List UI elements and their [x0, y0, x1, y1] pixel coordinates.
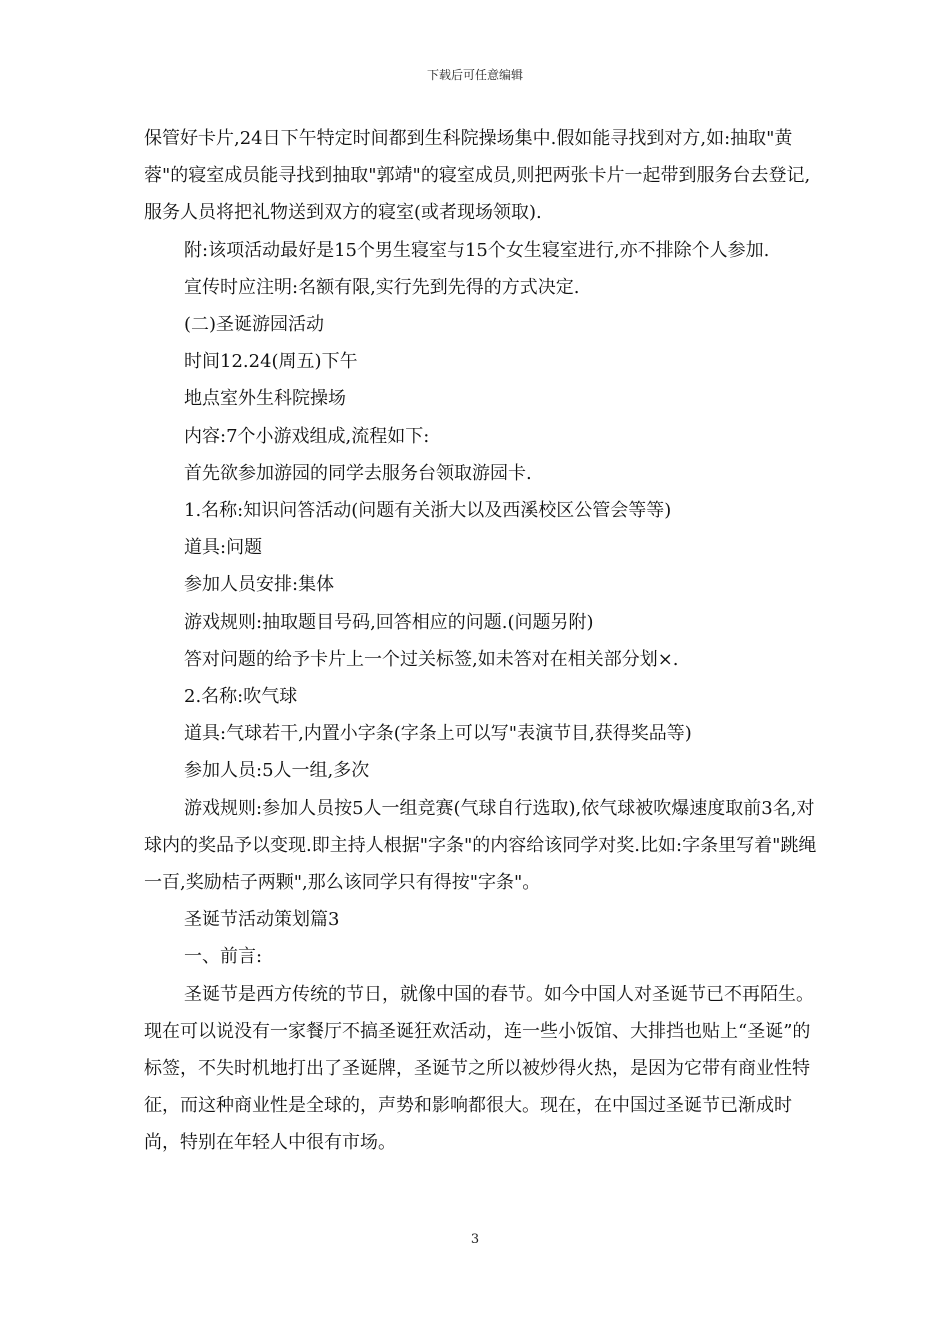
header-note: 下载后可任意编辑: [426, 68, 523, 82]
game-2-rules: 游戏规则:参加人员按5人一组竞赛(气球自行选取),依气球被吹爆速度取前3名,对球内的奖品予以变现.即主持人根据"字条"的内容给该同学对奖.比如:字条里写着"跳绳一百,奖励桔子两颗",那么该同学只有得按"字条"。: [144, 797, 817, 894]
game-2-props: 道具:气球若干,内置小字条(字条上可以写"表演节目,获得奖品等): [184, 723, 692, 745]
paragraph-content: 内容:7个小游戏组成,流程如下:: [184, 425, 430, 447]
game-1-name: 1.名称:知识问答活动(问题有关浙大以及西溪校区公管会等等): [184, 500, 672, 522]
paragraph-card-pickup: 首先欲参加游园的同学去服务台领取游园卡.: [184, 462, 532, 484]
game-1-rules: 游戏规则:抽取题目号码,回答相应的问题.(问题另附): [184, 611, 594, 633]
game-2-name: 2.名称:吹气球: [184, 686, 298, 708]
paragraph-publicity: 宣传时应注明:名额有限,实行先到先得的方式决定.: [184, 276, 580, 298]
game-2-participants: 参加人员:5人一组,多次: [184, 760, 370, 782]
paragraph-time: 时间12.24(周五)下午: [184, 351, 358, 373]
game-1-props: 道具:问题: [184, 537, 263, 559]
paragraph-location: 地点室外生科院操场: [184, 388, 346, 410]
page-number: 3: [470, 1232, 480, 1247]
game-1-participants: 参加人员安排:集体: [184, 574, 335, 596]
document-body: [144, 120, 820, 1162]
game-1-reward: 答对问题的给予卡片上一个过关标签,如未答对在相关部分划×.: [184, 648, 679, 670]
paragraph-preface: 圣诞节是西方传统的节日，就像中国的春节。如今中国人对圣诞节已不再陌生。现在可以说没有一家餐厅不搞圣诞狂欢活动，连一些小饭馆、大排挡也贴上“圣诞”的标签，不失时机地打出了圣诞牌，圣诞节之所以被炒得火热，是因为它带有商业性特征，而这种商业性是全球的，声势和影响都很大。现在，在中国过圣诞节已渐成时尚，特别在年轻人中很有市场。: [144, 983, 814, 1154]
section-heading-preface: 一、前言:: [184, 946, 263, 968]
paragraph-note-dorms: 附:该项活动最好是15个男生寝室与15个女生寝室进行,亦不排除个人参加.: [184, 239, 770, 261]
section-heading-garden-party: (二)圣诞游园活动: [184, 314, 325, 336]
paragraph-card-keeping: 保管好卡片,24日下午特定时间都到生科院操场集中.假如能寻找到对方,如:抽取"黄蓉"的寝室成员能寻找到抽取"郭靖"的寝室成员,则把两张卡片一起带到服务台去登记,服务人员将把礼物送到双方的寝室(或者现场领取).: [144, 128, 811, 224]
section-heading-plan-3: 圣诞节活动策划篇3: [184, 909, 340, 931]
